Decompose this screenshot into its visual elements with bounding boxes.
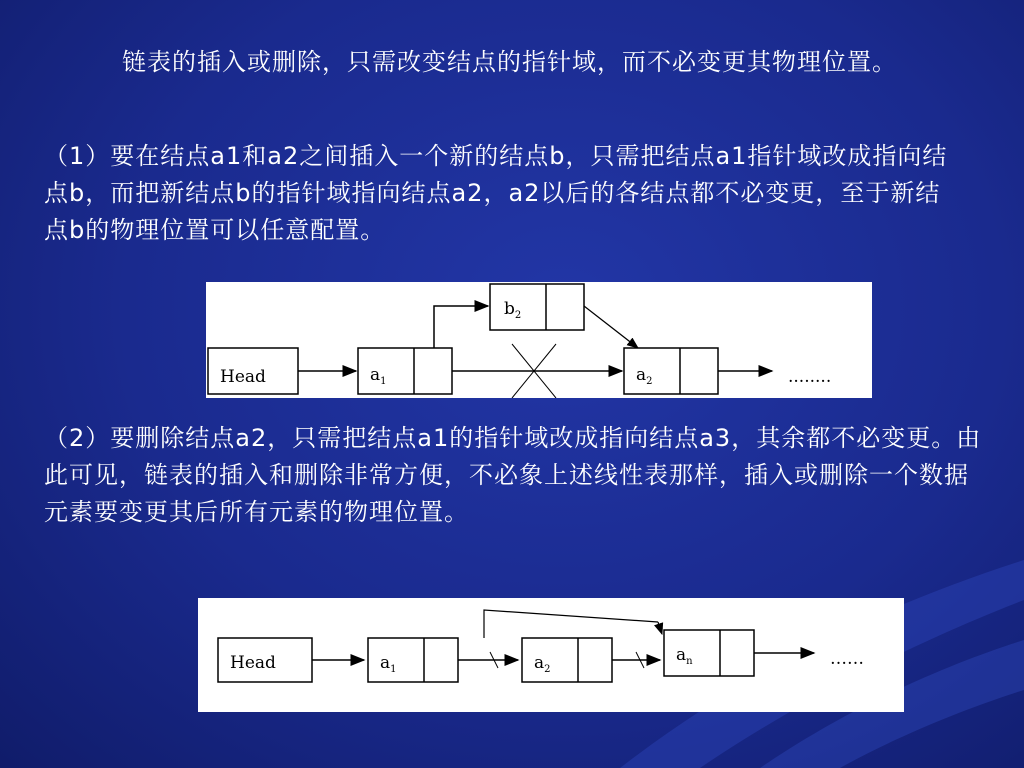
node-a1 xyxy=(358,348,452,394)
an-main: a xyxy=(676,645,687,665)
intro-paragraph: 链表的插入或删除，只需改变结点的指针域，而不必变更其物理位置。 xyxy=(122,48,897,76)
delete-paragraph: （2）要删除结点a2，只需把结点a1的指针域改成指向结点a3，其余都不必变更。由此可见，链表的插入和删除非常方便，不必象上述线性表那样，插入或删除一个数据元素要变更其后所有元素的物理位置。 xyxy=(44,424,982,526)
head-label: Head xyxy=(220,367,266,387)
node-a2 xyxy=(522,638,612,682)
node-an xyxy=(664,630,754,676)
a2-sub: 2 xyxy=(544,664,551,675)
head-label: Head xyxy=(230,653,276,673)
a1-main: a xyxy=(380,653,391,673)
a1-to-b-arrow xyxy=(434,306,488,348)
a1-main: a xyxy=(370,365,381,385)
b-main: b xyxy=(504,299,515,319)
node-b xyxy=(490,284,584,330)
a1-sub: 1 xyxy=(380,376,387,387)
head-node xyxy=(208,348,298,394)
b-sub: 2 xyxy=(514,310,522,321)
bypass-line xyxy=(484,610,658,638)
insert-paragraph: （1）要在结点a1和a2之间插入一个新的结点b，只需把结点a1指针域改成指向结点b，而把新结点b的指针域指向结点a2，a2以后的各结点都不必变更，至于新结点b的物理位置可以任意配置。 xyxy=(44,142,948,244)
bypass-arrow xyxy=(658,622,662,634)
a2-sub: 2 xyxy=(646,376,653,387)
b-to-a2-arrow xyxy=(584,306,638,348)
insert-ellipsis: ........ xyxy=(788,367,832,387)
delete-diagram xyxy=(198,598,904,712)
insert-diagram xyxy=(206,282,872,398)
node-a2 xyxy=(624,348,718,394)
node-a1 xyxy=(368,638,458,682)
a2-main: a xyxy=(534,653,545,673)
a1-sub: 1 xyxy=(390,664,397,675)
a2-main: a xyxy=(636,365,647,385)
an-sub: n xyxy=(686,656,693,667)
head-node xyxy=(218,638,312,682)
delete-ellipsis: …… xyxy=(830,649,864,669)
